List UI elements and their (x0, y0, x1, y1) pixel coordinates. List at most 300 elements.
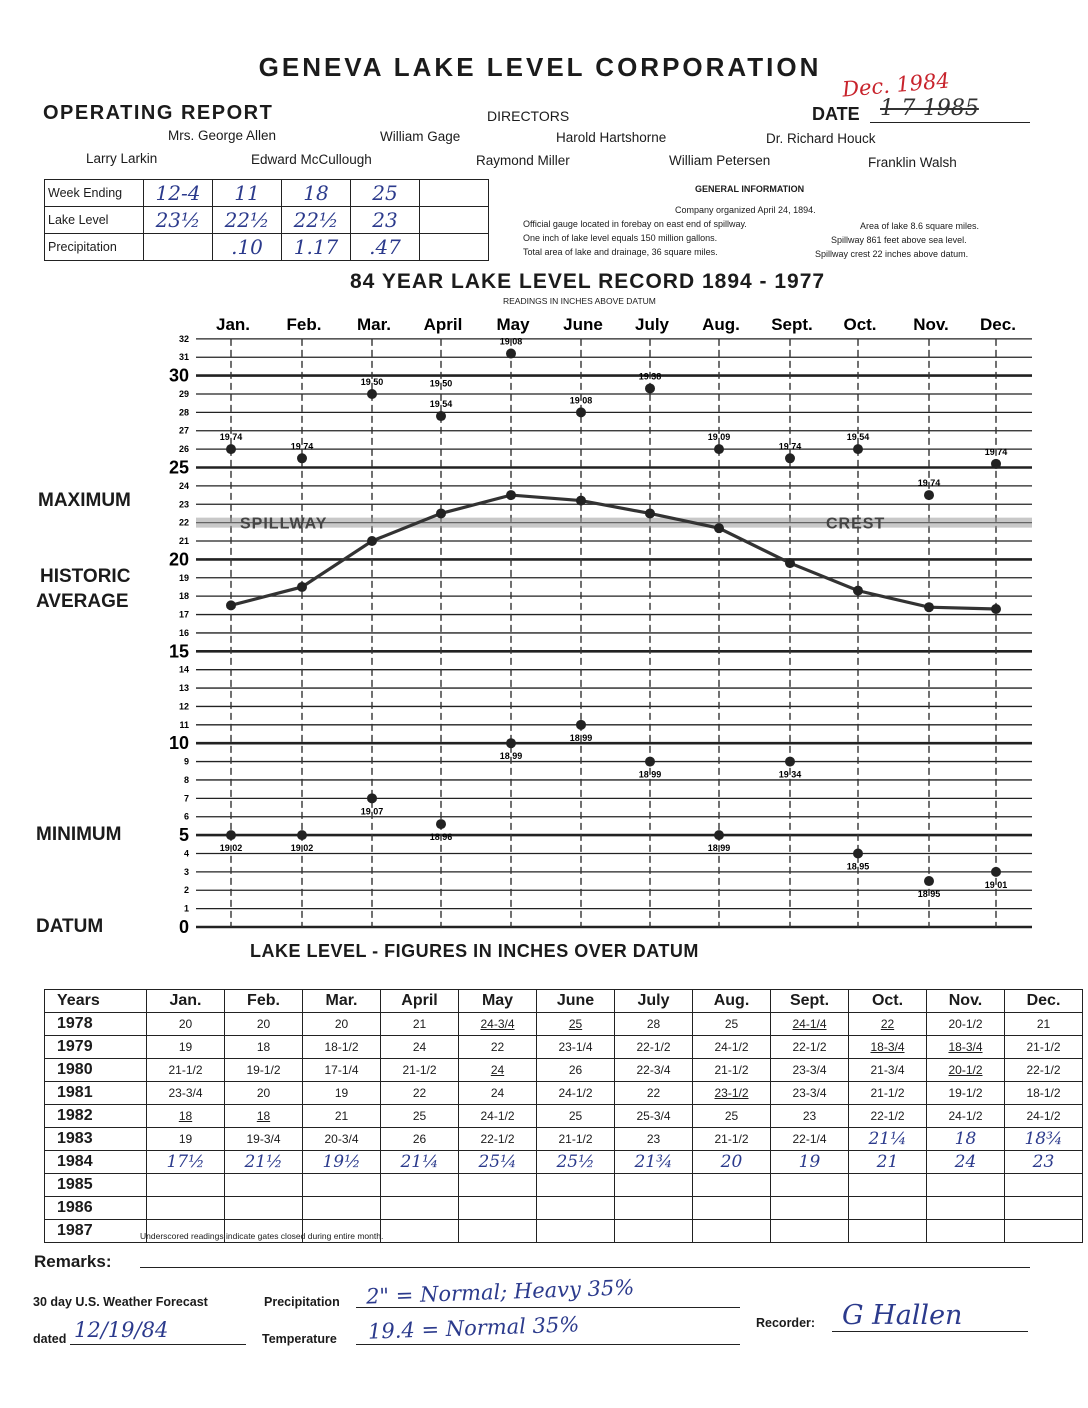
max-record-year: 19 74 (917, 478, 941, 489)
general-info-title: GENERAL INFORMATION (695, 184, 805, 194)
report-label: OPERATING REPORT (43, 102, 274, 124)
year-cell: 1983 (45, 1128, 147, 1151)
level-cell (615, 1128, 693, 1151)
x-tick-label: Aug. (702, 315, 740, 334)
level-cell (771, 1036, 849, 1059)
level-cell[interactable] (459, 1220, 537, 1243)
level-cell (537, 1082, 615, 1105)
column-header: Dec. (1005, 990, 1083, 1013)
max-record-year: 19 50 (360, 376, 384, 387)
general-info-spillway: Spillway 861 feet above sea level. (831, 235, 967, 245)
max-record-point (297, 453, 307, 463)
min-record-year: 18 99 (707, 843, 731, 854)
level-cell[interactable] (381, 1197, 459, 1220)
crest-label: CREST (826, 515, 886, 533)
level-value: 18-1/2 (1026, 1086, 1061, 1100)
y-tick-minor: 6 (183, 811, 189, 822)
y-tick-minor: 29 (178, 388, 189, 399)
max-record-year: 19 09 (707, 432, 731, 443)
average-label: AVERAGE (36, 591, 129, 612)
level-cell[interactable] (381, 1174, 459, 1197)
max-record-year: 19 74 (778, 441, 802, 452)
level-cell (1005, 1128, 1083, 1151)
level-cell (615, 1151, 693, 1174)
average-point (924, 602, 934, 612)
director-name: Edward McCullough (251, 152, 372, 167)
level-cell (849, 1128, 927, 1151)
max-record-year: 19 54 (429, 399, 453, 410)
level-cell (1005, 1059, 1083, 1082)
level-cell (147, 1059, 225, 1082)
temperature-forecast: 19.4 = Normal 35% (367, 1312, 580, 1344)
level-cell[interactable] (225, 1197, 303, 1220)
average-point (367, 536, 377, 546)
minimum-label: MINIMUM (36, 824, 122, 845)
level-cell[interactable] (459, 1197, 537, 1220)
level-value: 23 (351, 207, 420, 234)
level-value: 21¼ (868, 1129, 907, 1149)
level-value: 25 (412, 1109, 427, 1123)
level-cell (147, 1105, 225, 1128)
level-value: 25¼ (478, 1152, 517, 1172)
precip-line (356, 1307, 740, 1308)
week-ending-label: Week Ending (45, 180, 144, 207)
level-cell (381, 1105, 459, 1128)
level-value: 24-1/2 (1026, 1109, 1061, 1123)
level-cell (771, 1128, 849, 1151)
level-value: 18 (256, 1109, 271, 1123)
director-name: William Gage (380, 129, 461, 144)
level-cell (303, 1059, 381, 1082)
level-cell (849, 1013, 927, 1036)
level-value: 24-1/2 (558, 1086, 593, 1100)
y-tick-minor: 13 (178, 683, 189, 694)
level-value: 25 (724, 1109, 739, 1123)
y-tick-minor: 27 (178, 425, 189, 436)
level-value: 22 (646, 1086, 661, 1100)
level-value: 21-1/2 (714, 1063, 749, 1077)
level-cell (147, 1013, 225, 1036)
level-cell (381, 1151, 459, 1174)
level-value: 19-1/2 (948, 1086, 983, 1100)
x-tick-label: Sept. (771, 315, 813, 334)
level-value: 24-1/2 (948, 1109, 983, 1123)
level-cell (381, 1013, 459, 1036)
dated-label: dated (33, 1332, 67, 1346)
level-cell[interactable] (1005, 1220, 1083, 1243)
empty-cell (420, 180, 489, 207)
level-value: 25 (568, 1109, 583, 1123)
table-row (45, 207, 489, 234)
level-value: 20 (256, 1086, 271, 1100)
level-value: 19 (178, 1132, 193, 1146)
average-point (991, 604, 1001, 614)
year-cell: 1986 (45, 1197, 147, 1220)
min-record-point (853, 848, 863, 858)
table-row (45, 1105, 1083, 1128)
director-name: William Petersen (669, 153, 771, 168)
level-cell (459, 1059, 537, 1082)
column-header: April (381, 990, 459, 1013)
level-value: 21-1/2 (168, 1063, 203, 1077)
level-cell (537, 1036, 615, 1059)
level-value: 25-3/4 (636, 1109, 671, 1123)
level-cell (1005, 1105, 1083, 1128)
level-value: 19 (334, 1086, 349, 1100)
min-record-point (506, 738, 516, 748)
level-cell (771, 1151, 849, 1174)
level-cell (693, 1105, 771, 1128)
maximum-label: MAXIMUM (38, 490, 131, 511)
level-cell[interactable] (849, 1197, 927, 1220)
level-cell[interactable] (849, 1220, 927, 1243)
level-value: 19½ (322, 1152, 361, 1172)
levels-footnote: Underscored readings indicate gates closed during entire month. (140, 1231, 384, 1241)
level-cell (303, 1128, 381, 1151)
level-value: 20 (178, 1017, 193, 1031)
precip-value: .47 (351, 234, 420, 261)
general-info-area: Area of lake 8.6 square miles. (860, 221, 980, 231)
level-value: 22-1/2 (870, 1109, 905, 1123)
director-name: Dr. Richard Houck (766, 131, 876, 146)
average-point (576, 496, 586, 506)
year-cell: 1980 (45, 1059, 147, 1082)
level-cell[interactable] (1005, 1197, 1083, 1220)
level-cell[interactable] (147, 1174, 225, 1197)
y-tick-minor: 18 (178, 591, 189, 602)
general-info-gauge: Official gauge located in forebay on east end of spillway. (523, 219, 747, 229)
level-cell[interactable] (537, 1174, 615, 1197)
y-tick-minor: 14 (178, 664, 189, 675)
y-tick-minor: 7 (183, 793, 189, 804)
level-value: 18¾ (1024, 1129, 1063, 1149)
level-cell (147, 1036, 225, 1059)
level-cell[interactable] (537, 1197, 615, 1220)
level-cell[interactable] (771, 1197, 849, 1220)
level-cell (303, 1036, 381, 1059)
recorder-line (832, 1331, 1028, 1332)
level-cell (147, 1151, 225, 1174)
level-value: 18 (954, 1129, 977, 1149)
level-value: 22-1/2 (480, 1132, 515, 1146)
general-info-drainage: Total area of lake and drainage, 36 square miles. (523, 247, 718, 257)
level-cell[interactable] (459, 1174, 537, 1197)
level-cell[interactable] (1005, 1174, 1083, 1197)
min-record-year: 19 07 (360, 806, 384, 817)
min-record-year: 18 95 (846, 861, 870, 872)
level-value: 21 (1036, 1017, 1051, 1031)
x-tick-label: June (563, 315, 603, 334)
level-cell[interactable] (693, 1174, 771, 1197)
level-cell (927, 1128, 1005, 1151)
max-record-year: 19 74 (219, 432, 243, 443)
y-tick-minor: 32 (178, 333, 189, 344)
level-cell[interactable] (147, 1197, 225, 1220)
level-value: 23-1/4 (558, 1040, 593, 1054)
y-tick-minor: 1 (183, 903, 189, 914)
dated-value: 12/19/84 (74, 1318, 169, 1342)
empty-cell (420, 234, 489, 261)
level-cell (615, 1059, 693, 1082)
level-cell (537, 1013, 615, 1036)
y-tick-minor: 19 (178, 572, 189, 583)
level-value: 18-1/2 (324, 1040, 359, 1054)
date-label: DATE (812, 104, 860, 124)
y-tick-minor: 9 (183, 756, 189, 767)
precip-value (144, 234, 213, 261)
level-cell (927, 1059, 1005, 1082)
level-cell (849, 1059, 927, 1082)
level-cell[interactable] (615, 1197, 693, 1220)
level-value: 23-1/2 (714, 1086, 749, 1100)
level-value: 22-3/4 (636, 1063, 671, 1077)
max-record-year: 19 74 (984, 446, 1008, 457)
level-value: 18-3/4 (870, 1040, 905, 1054)
y-tick-minor: 12 (178, 701, 189, 712)
min-record-point (714, 830, 724, 840)
level-value: 21 (334, 1109, 349, 1123)
level-cell (849, 1082, 927, 1105)
average-line (231, 495, 996, 609)
level-cell (849, 1151, 927, 1174)
lake-level-label: Lake Level (45, 207, 144, 234)
level-cell (537, 1128, 615, 1151)
year-cell: 1981 (45, 1082, 147, 1105)
director-name: Franklin Walsh (868, 155, 957, 170)
level-cell (927, 1013, 1005, 1036)
level-cell (381, 1059, 459, 1082)
remarks-line[interactable] (140, 1267, 1030, 1268)
average-point (714, 523, 724, 533)
date-value: 1-7-1985 (880, 96, 979, 121)
min-record-point (297, 830, 307, 840)
level-cell (225, 1059, 303, 1082)
x-tick-label: Mar. (356, 315, 392, 334)
level-cell (1005, 1036, 1083, 1059)
spillway-label: SPILLWAY (240, 515, 328, 533)
column-header: July (615, 990, 693, 1013)
table-row (45, 180, 489, 207)
level-cell (225, 1082, 303, 1105)
level-cell (771, 1059, 849, 1082)
level-cell (537, 1151, 615, 1174)
level-cell[interactable] (381, 1220, 459, 1243)
level-value: 22-1/2 (1026, 1063, 1061, 1077)
general-info-founded: Company organized April 24, 1894. (675, 205, 816, 215)
level-cell (303, 1151, 381, 1174)
level-value: 21¼ (400, 1152, 439, 1172)
level-value: 21-1/2 (714, 1132, 749, 1146)
y-tick-minor: 11 (179, 719, 189, 730)
level-value: 22½ (213, 207, 282, 234)
x-tick-label: Dec. (980, 315, 1016, 334)
y-tick-minor: 16 (178, 627, 189, 638)
year-cell: 1984 (45, 1151, 147, 1174)
level-value: 22½ (282, 207, 351, 234)
y-tick-minor: 22 (178, 517, 189, 528)
level-cell (771, 1013, 849, 1036)
levels-table-title: LAKE LEVEL - FIGURES IN INCHES OVER DATUM (250, 941, 699, 961)
level-cell (225, 1036, 303, 1059)
min-record-year: 19 02 (290, 843, 314, 854)
recorder-signature: G Hallen (842, 1300, 963, 1331)
level-value: 24 (954, 1152, 977, 1172)
directors-label: DIRECTORS (487, 108, 570, 124)
level-cell (771, 1105, 849, 1128)
level-value: 22 (880, 1017, 895, 1031)
min-record-year: 18 99 (638, 769, 662, 780)
level-value: 20-1/2 (948, 1063, 983, 1077)
level-cell (1005, 1151, 1083, 1174)
max-record-point (785, 453, 795, 463)
level-value: 22-1/2 (792, 1040, 827, 1054)
level-cell[interactable] (771, 1220, 849, 1243)
y-tick-minor: 24 (178, 480, 189, 491)
remarks-label: Remarks: (34, 1252, 112, 1271)
level-cell (1005, 1082, 1083, 1105)
y-tick-major: 20 (168, 549, 189, 570)
director-name: Larry Larkin (86, 151, 158, 166)
year-cell: 1985 (45, 1174, 147, 1197)
level-value: 28 (646, 1017, 661, 1031)
empty-cell (420, 207, 489, 234)
level-value: 22-1/2 (636, 1040, 671, 1054)
temp-line (356, 1344, 740, 1345)
table-row (45, 1151, 1083, 1174)
min-record-year: 19 02 (219, 843, 243, 854)
level-cell (459, 1105, 537, 1128)
min-record-point (226, 830, 236, 840)
level-cell[interactable] (771, 1174, 849, 1197)
min-record-point (576, 720, 586, 730)
chart-subtitle: READINGS IN INCHES ABOVE DATUM (503, 296, 656, 306)
max-record-year: 19 50 (429, 378, 453, 389)
week-value: 11 (213, 180, 282, 207)
level-value: 20-1/2 (948, 1017, 983, 1031)
max-record-point (853, 444, 863, 454)
level-cell[interactable] (927, 1174, 1005, 1197)
recorder-label: Recorder: (756, 1316, 816, 1330)
level-cell (1005, 1013, 1083, 1036)
table-row (45, 1197, 1083, 1220)
level-value: 25½ (556, 1152, 595, 1172)
level-cell[interactable] (849, 1174, 927, 1197)
level-cell (849, 1105, 927, 1128)
lake-level-chart (0, 300, 1060, 940)
level-cell (225, 1013, 303, 1036)
max-record-point (714, 444, 724, 454)
min-record-point (924, 876, 934, 886)
level-cell (693, 1036, 771, 1059)
column-header: Years (45, 990, 147, 1013)
level-cell (693, 1013, 771, 1036)
min-record-year: 18 99 (569, 732, 593, 743)
precipitation-label: Precipitation (264, 1295, 340, 1309)
min-record-year: 18 99 (499, 751, 523, 762)
level-cell (615, 1082, 693, 1105)
x-tick-label: Jan. (215, 315, 251, 334)
y-tick-major: 5 (178, 825, 189, 846)
column-header: June (537, 990, 615, 1013)
level-value: 21-1/2 (1026, 1040, 1061, 1054)
level-cell (693, 1082, 771, 1105)
y-tick-major: 0 (178, 917, 189, 937)
level-value: 20 (720, 1152, 743, 1172)
level-cell[interactable] (303, 1174, 381, 1197)
level-cell[interactable] (927, 1220, 1005, 1243)
dated-line (70, 1344, 246, 1345)
y-tick-minor: 17 (178, 609, 189, 620)
level-cell (537, 1059, 615, 1082)
forecast-label: 30 day U.S. Weather Forecast (33, 1295, 208, 1309)
level-value: 21-1/2 (402, 1063, 437, 1077)
precip-value: .10 (213, 234, 282, 261)
year-cell: 1979 (45, 1036, 147, 1059)
level-value: 21-1/2 (870, 1086, 905, 1100)
level-value: 23-3/4 (792, 1086, 827, 1100)
level-value: 21-3/4 (870, 1063, 905, 1077)
level-cell (459, 1082, 537, 1105)
level-value: 17-1/4 (324, 1063, 359, 1077)
level-cell (459, 1036, 537, 1059)
max-record-year: 19 74 (290, 441, 314, 452)
level-cell (615, 1105, 693, 1128)
x-tick-label: Oct. (843, 315, 877, 334)
year-cell: 1978 (45, 1013, 147, 1036)
week-value: 25 (351, 180, 420, 207)
level-value: 24 (490, 1086, 505, 1100)
max-record-point (991, 459, 1001, 469)
level-cell[interactable] (303, 1197, 381, 1220)
level-value: 18 (178, 1109, 193, 1123)
general-info-inch: One inch of lake level equals 150 million gallons. (523, 233, 718, 243)
level-cell[interactable] (615, 1174, 693, 1197)
level-cell[interactable] (693, 1197, 771, 1220)
table-row (45, 1036, 1083, 1059)
column-header: Jan. (147, 990, 225, 1013)
level-value: 21 (412, 1017, 427, 1031)
table-row (45, 1128, 1083, 1151)
precip-value: 1.17 (282, 234, 351, 261)
level-cell[interactable] (225, 1174, 303, 1197)
level-cell[interactable] (693, 1220, 771, 1243)
y-tick-minor: 8 (183, 774, 189, 785)
level-cell[interactable] (537, 1220, 615, 1243)
level-value: 19-3/4 (246, 1132, 281, 1146)
level-cell (927, 1151, 1005, 1174)
y-tick-major: 15 (168, 641, 189, 662)
level-value: 19 (178, 1040, 193, 1054)
level-cell (459, 1151, 537, 1174)
column-header: Mar. (303, 990, 381, 1013)
level-cell (459, 1013, 537, 1036)
min-record-point (785, 757, 795, 767)
column-header: May (459, 990, 537, 1013)
average-point (506, 490, 516, 500)
level-cell[interactable] (615, 1220, 693, 1243)
level-value: 24-1/2 (480, 1109, 515, 1123)
level-cell (225, 1105, 303, 1128)
column-header: Sept. (771, 990, 849, 1013)
level-cell (537, 1105, 615, 1128)
level-value: 23 (802, 1109, 817, 1123)
x-tick-label: July (634, 315, 670, 334)
level-cell (693, 1128, 771, 1151)
level-cell (303, 1013, 381, 1036)
level-value: 18-3/4 (948, 1040, 983, 1054)
level-cell (303, 1105, 381, 1128)
level-cell[interactable] (927, 1197, 1005, 1220)
